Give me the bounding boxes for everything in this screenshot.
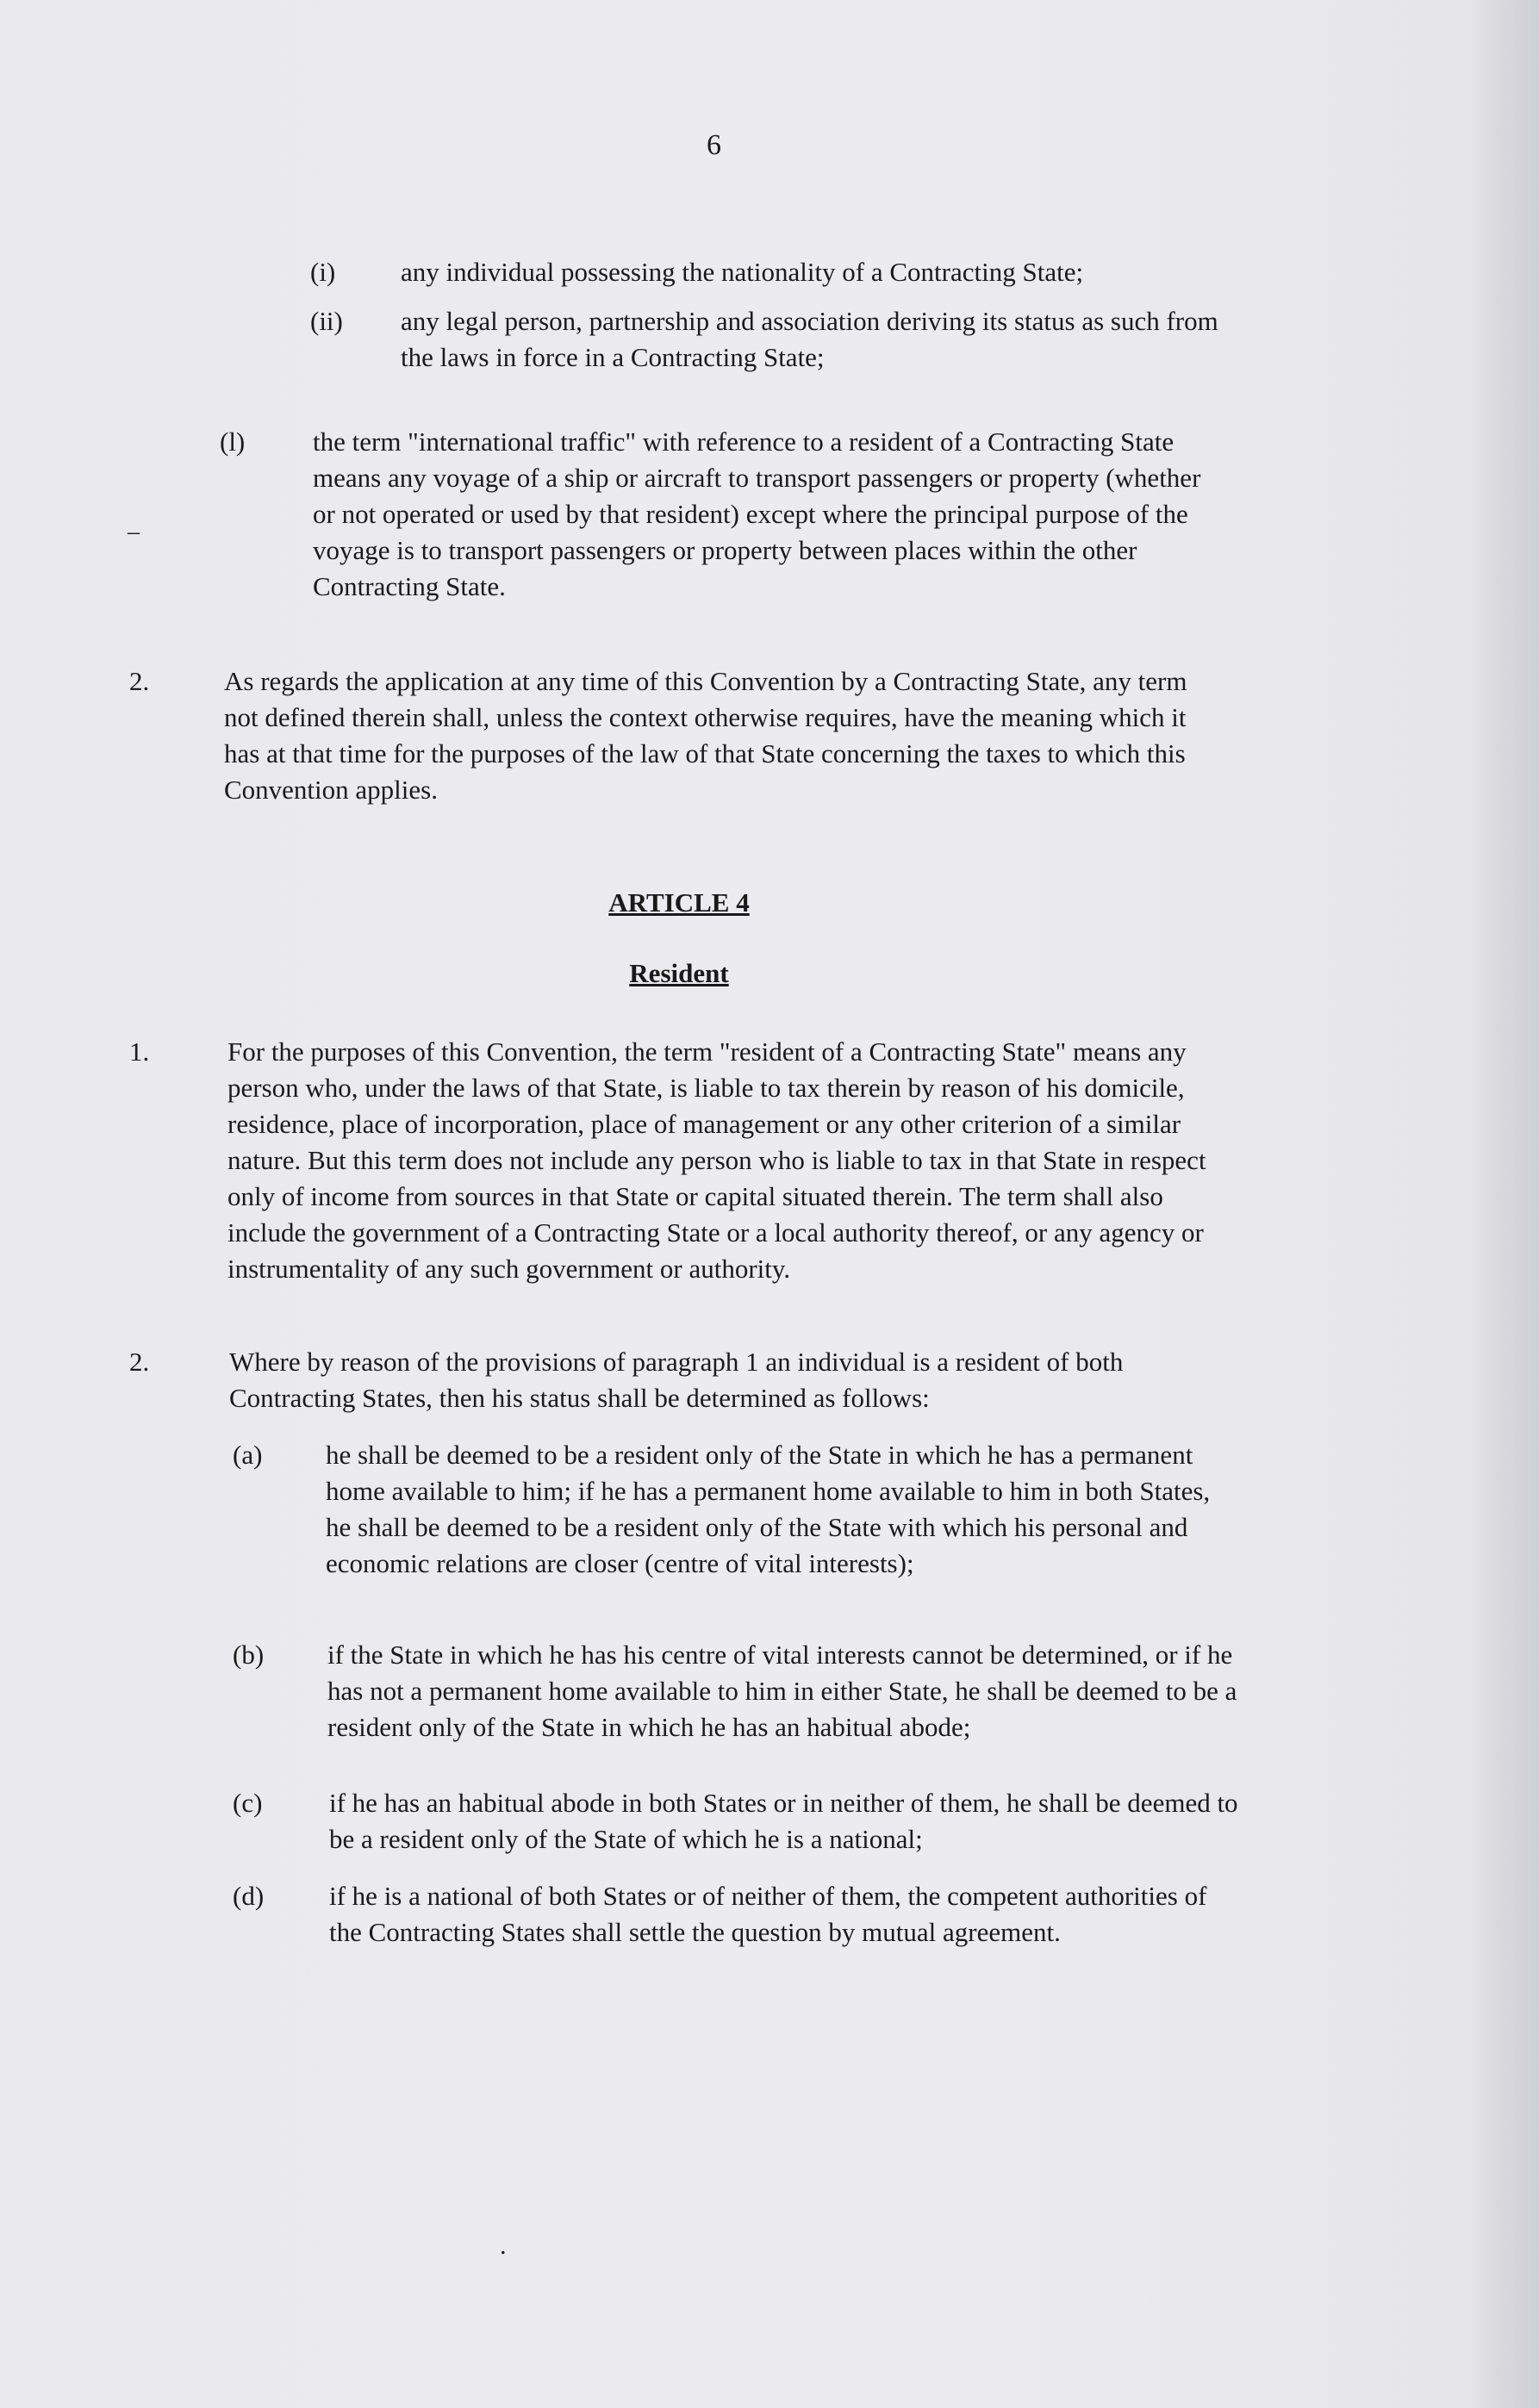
item-text: the term "international traffic" with reference to a resident of a Contracting State means any voyage of a ship or aircraft to transport passengers or property (whether or not operated or used by that resident) except where the principal purpose of the voyage is to transport passengers or property between places within the other Contracting State. [313, 426, 1201, 601]
page-edge-shadow [1470, 0, 1539, 2408]
sub-item-b [233, 1637, 1249, 1792]
stray-mark: . [500, 2231, 507, 2260]
item-text: he shall be deemed to be a resident only of the State in which he has a permanent home available to him; if he has a permanent home available to him in both States, he shall be deemed to be a resident only of the State with which his personal and economic relations are closer (centre of vital interests); [326, 1440, 1211, 1578]
item-label: (ii) [310, 306, 343, 336]
article-subtitle: Resident [629, 958, 729, 988]
definition-l [220, 424, 1219, 648]
sub-item-d [233, 1878, 1249, 1999]
item-label: (i) [310, 257, 336, 287]
article4-paragraph-2 [129, 1344, 1249, 1422]
item-text: As regards the application at any time of this Convention by a Contracting State, any term not defined therein shall, unless the context otherwise requires, have the meaning which it has at that time for the purposes of the law of that State concerning the taxes to which this Convention applies. [224, 666, 1187, 805]
item-label: (a) [233, 1440, 263, 1470]
sub-item-a [233, 1437, 1249, 1627]
item-text: Where by reason of the provisions of paragraph 1 an individual is a resident of both Contracting States, then his status shall be determined as follows: [229, 1347, 1124, 1413]
item-label: (b) [233, 1640, 265, 1670]
item-text: any individual possessing the nationality of a Contracting State; [401, 257, 1084, 287]
item-label: (d) [233, 1881, 265, 1911]
definition-sub-ii [310, 303, 1224, 379]
item-label: (c) [233, 1788, 263, 1818]
item-label: 2. [129, 1347, 150, 1377]
item-text: if the State in which he has his centre of vital interests cannot be determined, or if he has not a permanent home available to him in either State, he shall be deemed to be a resident only of the State in which he has an habitual abode; [327, 1640, 1237, 1742]
item-text: any legal person, partnership and association deriving its status as such from the laws in force in a Contracting State; [401, 306, 1218, 372]
item-label: 1. [129, 1036, 150, 1067]
definition-sub-i [310, 254, 1224, 292]
article-title: ARTICLE 4 [608, 887, 750, 918]
item-label: (l) [220, 426, 246, 457]
article4-paragraph-1 [129, 1034, 1249, 1344]
item-text: if he is a national of both States or of neither of them, the competent authorities of the Contracting States shall settle the question by mutual agreement. [329, 1881, 1207, 1947]
item-text: For the purposes of this Convention, the term "resident of a Contracting State" means any person who, under the laws of that State, is liable to tax therein by reason of his domicile, residence, place of incorporation, place of management or any other criterion of a similar nature. But this term does not include any person who is liable to tax in that State in respect only of income from sources in that State or capital situated therein. The term shall also include the government of a Contracting State or a local authority thereof, or any agency or instrumentality of any such government or authority. [227, 1036, 1206, 1284]
paragraph-2 [129, 663, 1249, 818]
sub-item-c [233, 1785, 1258, 1863]
page-number: 6 [707, 129, 721, 161]
item-label: 2. [129, 666, 150, 696]
margin-mark: – [128, 519, 140, 545]
item-text: if he has an habitual abode in both States or in neither of them, he shall be deemed to be a resident only of the State of which he is a national; [329, 1788, 1238, 1854]
